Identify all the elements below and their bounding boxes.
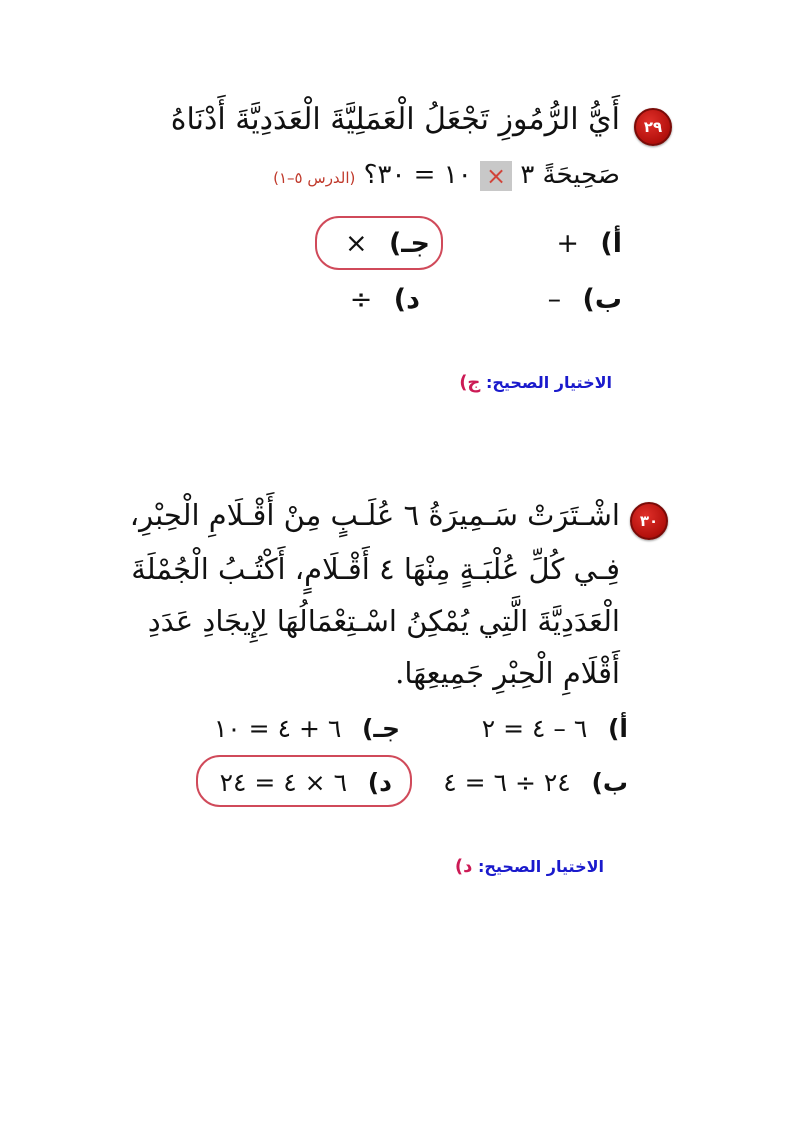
q29-line-2-prefix: صَحِيحَةً ٣: [520, 160, 620, 190]
q29-option-d: [350, 284, 420, 315]
q29-line-1: أَيُّ الرُّمُوزِ تَجْعَلُ الْعَمَلِيَّةَ الْعَدَدِيَّةَ أَدْنَاهُ: [170, 102, 620, 137]
q30-option-d-label: د): [367, 768, 392, 797]
q29-correct-answer-circle: [315, 216, 443, 270]
q30-option-a-label: أ): [608, 714, 628, 743]
q29-option-c-symbol: ×: [344, 228, 368, 259]
q30-option-b: [443, 768, 628, 797]
q30-option-c-expr: ٦ + ٤ = ١٠: [213, 714, 342, 743]
q30-answer-label: الاختيار الصحيح:: [477, 857, 604, 876]
q29-answer: [459, 372, 612, 393]
q29-option-d-label: د): [393, 284, 420, 315]
q29-answer-value: ج): [459, 372, 481, 393]
q30-option-a-expr: ٦ – ٤ = ٢: [481, 714, 588, 743]
question-30-number-badge: ٣٠: [630, 502, 668, 540]
q30-line-3: الْعَدَدِيَّةَ الَّتِي يُمْكِنُ اسْـتِعْمَالُهَا لِإِيجَادِ عَدَدِ: [147, 604, 620, 638]
q29-line-2: [273, 160, 620, 191]
q30-option-b-expr: ٢٤ ÷ ٦ = ٤: [443, 768, 571, 797]
q29-option-a-label: أ): [600, 228, 622, 259]
q30-option-c: [214, 714, 400, 743]
q29-option-b: [548, 284, 622, 315]
q29-line-2-suffix: ١٠ = ٣٠؟: [363, 160, 472, 190]
q30-line-2: فِـي كُلِّ عُلْبَـةٍ مِنْهَا ٤ أَقْـلَامٍ، أَكْتُـبُ الْجُمْلَةَ: [131, 552, 620, 586]
q29-option-d-symbol: ÷: [349, 284, 373, 315]
q30-line-1: اشْـتَرَتْ سَـمِيرَةُ ٦ عُلَـبٍ مِنْ أَقْـلَامِ الْحِبْرِ،: [129, 498, 620, 532]
q30-answer: [455, 856, 604, 877]
q30-answer-value: د): [454, 856, 473, 877]
q30-option-a: [482, 714, 628, 743]
q29-option-b-label: ب): [582, 284, 622, 315]
q29-lesson-ref: (الدرس ٥–١): [273, 169, 356, 187]
q29-option-b-symbol: –: [547, 284, 562, 315]
q29-option-c-label: جـ): [388, 228, 430, 259]
q29-option-a: [556, 228, 622, 259]
question-29-number-badge: ٢٩: [634, 108, 672, 146]
q29-option-a-symbol: +: [556, 228, 579, 259]
q29-answer-label: الاختيار الصحيح:: [485, 373, 612, 392]
q30-line-4: أَقْلَامِ الْحِبْرِ جَمِيعِهَا.: [395, 656, 620, 690]
q30-correct-answer-circle: [196, 755, 412, 807]
q30-option-d-expr: ٦ × ٤ = ٢٤: [219, 768, 348, 797]
q29-multiply-box: ×: [480, 161, 512, 191]
q30-option-c-label: جـ): [362, 714, 400, 743]
q30-option-b-label: ب): [591, 768, 628, 797]
